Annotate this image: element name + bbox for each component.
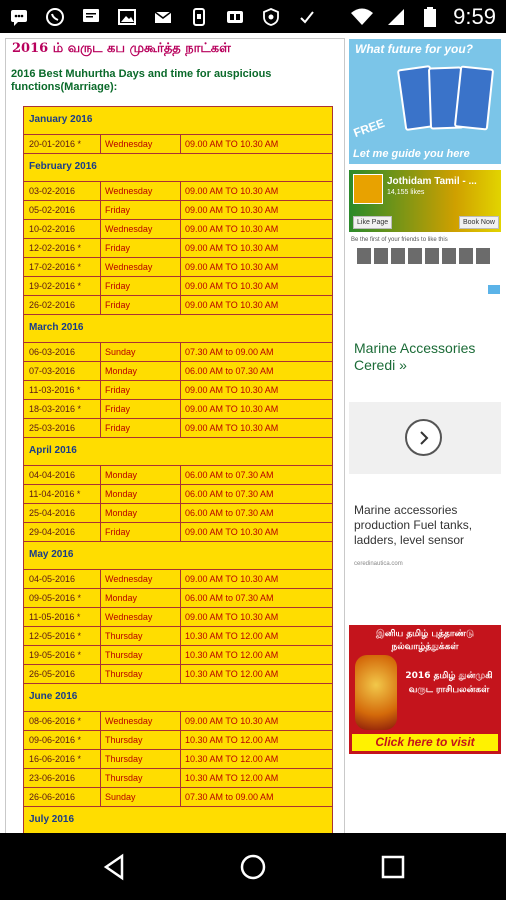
table-row <box>24 343 332 362</box>
marine-ad-url[interactable]: ceredinautica.com <box>354 561 403 567</box>
tarot-ad-cta[interactable]: Let me guide you here <box>353 148 470 160</box>
check-icon <box>296 6 318 28</box>
time-cell: 06.00 AM to 07.30 AM <box>185 508 274 518</box>
date-cell: 19-05-2016 * <box>24 646 101 664</box>
battery-icon <box>419 6 441 28</box>
table-row <box>24 589 332 608</box>
day-cell: Sunday <box>101 788 181 806</box>
table-row <box>24 731 332 750</box>
month-header: May 2016 <box>24 542 332 570</box>
mail-icon <box>152 6 174 28</box>
time-cell: 09.00 AM TO 10.30 AM <box>185 139 279 149</box>
web-page[interactable] <box>0 33 506 833</box>
date-cell: 12-02-2016 * <box>24 239 101 257</box>
facebook-book-label: Book Now <box>463 219 495 226</box>
time-cell: 09.00 AM TO 10.30 AM <box>185 404 279 414</box>
date-cell: 04-04-2016 <box>24 466 101 484</box>
time-cell: 09.00 AM TO 10.30 AM <box>185 205 279 215</box>
table-row <box>24 296 332 315</box>
facebook-like-button[interactable] <box>353 216 392 229</box>
facebook-like-label: Like Page <box>357 219 389 226</box>
facebook-friends-text: Be the first of your friends to like this <box>351 237 448 243</box>
time-cell: 09.00 AM TO 10.30 AM <box>185 281 279 291</box>
table-row <box>24 258 332 277</box>
month-header: June 2016 <box>24 684 332 712</box>
image-icon <box>116 6 138 28</box>
adchoices-icon[interactable] <box>488 285 500 294</box>
month-header: March 2016 <box>24 315 332 343</box>
navigation-bar <box>0 833 506 900</box>
back-icon[interactable] <box>98 851 130 883</box>
marine-ad-description: Marine accessories production Fuel tanks, ladders, level sensor <box>354 503 473 547</box>
day-cell: Friday <box>101 400 181 418</box>
table-row <box>24 504 332 523</box>
rasipalan-ad-greeting: இனிய தமிழ் புத்தாண்டு நல்வாழ்த்துக்கள் <box>375 629 475 652</box>
day-cell: Thursday <box>101 627 181 645</box>
screenshot-icon <box>188 6 210 28</box>
table-row <box>24 277 332 296</box>
notification-icons <box>0 6 318 28</box>
date-cell: 26-02-2016 <box>24 296 101 314</box>
table-row <box>24 788 332 807</box>
facebook-page-name[interactable]: Jothidam Tamil - ... <box>387 176 477 187</box>
date-cell: 19-02-2016 * <box>24 277 101 295</box>
date-cell: 10-02-2016 <box>24 220 101 238</box>
date-cell: 11-03-2016 * <box>24 381 101 399</box>
status-time: 9:59 <box>453 3 496 29</box>
page-subtitle: 2016 Best Muhurtha Days and time for auspicious functions(Marriage): <box>11 68 272 93</box>
marine-ad-title[interactable]: Marine Accessories Ceredi » <box>354 340 476 373</box>
day-cell: Wednesday <box>101 258 181 276</box>
time-cell: 09.00 AM TO 10.30 AM <box>185 262 279 272</box>
time-cell: 10.30 AM TO 12.00 AM <box>185 650 279 660</box>
table-row <box>24 665 332 684</box>
time-cell: 09.00 AM TO 10.30 AM <box>185 574 279 584</box>
time-cell: 07.30 AM to 09.00 AM <box>185 347 274 357</box>
day-cell: Wednesday <box>101 712 181 730</box>
signal-icon <box>385 6 407 28</box>
date-cell: 20-01-2016 * <box>24 135 101 153</box>
day-cell: Friday <box>101 381 181 399</box>
date-cell: 26-05-2016 <box>24 665 101 683</box>
time-cell: 06.00 AM to 07.30 AM <box>185 489 274 499</box>
table-row <box>24 239 332 258</box>
table-row <box>24 485 332 504</box>
ganesha-image <box>355 655 397 730</box>
table-row <box>24 182 332 201</box>
table-row <box>24 400 332 419</box>
day-cell: Wednesday <box>101 135 181 153</box>
day-cell: Wednesday <box>101 220 181 238</box>
message-icon <box>8 6 30 28</box>
avatar[interactable] <box>374 248 388 264</box>
date-cell: 12-05-2016 * <box>24 627 101 645</box>
day-cell: Thursday <box>101 731 181 749</box>
day-cell: Thursday <box>101 646 181 664</box>
day-cell: Wednesday <box>101 182 181 200</box>
date-cell: 25-03-2016 <box>24 419 101 437</box>
table-row <box>24 627 332 646</box>
table-row <box>24 523 332 542</box>
tarot-ad[interactable] <box>349 39 501 164</box>
rasipalan-ad-cta[interactable]: Click here to visit <box>352 734 498 751</box>
time-cell: 09.00 AM TO 10.30 AM <box>185 612 279 622</box>
table-row <box>24 419 332 438</box>
status-bar <box>0 0 506 33</box>
day-cell: Friday <box>101 201 181 219</box>
day-cell: Monday <box>101 466 181 484</box>
date-cell: 05-02-2016 <box>24 201 101 219</box>
date-cell: 09-06-2016 * <box>24 731 101 749</box>
table-row <box>24 220 332 239</box>
time-cell: 09.00 AM TO 10.30 AM <box>185 385 279 395</box>
facebook-friend-avatars <box>357 248 490 264</box>
recents-icon[interactable] <box>377 851 409 883</box>
time-cell: 09.00 AM TO 10.30 AM <box>185 186 279 196</box>
table-row <box>24 466 332 485</box>
day-cell: Thursday <box>101 750 181 768</box>
table-row <box>24 646 332 665</box>
day-cell: Sunday <box>101 343 181 361</box>
shield-icon <box>260 6 282 28</box>
date-cell: 08-06-2016 * <box>24 712 101 730</box>
month-header: July 2016 <box>24 807 332 835</box>
time-cell: 09.00 AM TO 10.30 AM <box>185 224 279 234</box>
day-cell: Friday <box>101 419 181 437</box>
table-row <box>24 750 332 769</box>
table-row <box>24 570 332 589</box>
date-cell: 29-04-2016 <box>24 523 101 541</box>
day-cell: Friday <box>101 523 181 541</box>
day-cell: Wednesday <box>101 570 181 588</box>
whatsapp-icon <box>44 6 66 28</box>
game-icon <box>224 6 246 28</box>
day-cell: Friday <box>101 239 181 257</box>
muhurtham-table <box>23 106 333 855</box>
date-cell: 25-04-2016 <box>24 504 101 522</box>
day-cell: Friday <box>101 296 181 314</box>
tarot-ad-title: What future for you? <box>355 42 473 56</box>
avatar[interactable] <box>357 248 371 264</box>
wifi-icon <box>351 6 373 28</box>
day-cell: Wednesday <box>101 608 181 626</box>
tarot-card-image <box>454 65 494 130</box>
table-row <box>24 381 332 400</box>
table-row <box>24 712 332 731</box>
day-cell: Thursday <box>101 769 181 787</box>
rasipalan-ad-heading: 2016 தமிழ் துன்முகி வருட ராசிபலன்கள் <box>405 671 493 695</box>
avatar[interactable] <box>408 248 422 264</box>
day-cell: Friday <box>101 277 181 295</box>
date-cell: 16-06-2016 * <box>24 750 101 768</box>
rasipalan-ad[interactable] <box>349 625 501 754</box>
day-cell: Monday <box>101 485 181 503</box>
tarot-ad-free-label: FREE <box>351 115 387 141</box>
table-row <box>24 201 332 220</box>
avatar[interactable] <box>459 248 473 264</box>
time-cell: 06.00 AM to 07.30 AM <box>185 366 274 376</box>
facebook-book-button[interactable] <box>459 216 499 229</box>
date-cell: 04-05-2016 <box>24 570 101 588</box>
chevron-right-icon[interactable] <box>405 419 442 456</box>
day-cell: Monday <box>101 589 181 607</box>
time-cell: 07.30 AM to 09.00 AM <box>185 792 274 802</box>
avatar[interactable] <box>391 248 405 264</box>
date-cell: 17-02-2016 * <box>24 258 101 276</box>
date-cell: 03-02-2016 <box>24 182 101 200</box>
facebook-page-widget[interactable] <box>349 170 501 280</box>
date-cell: 11-04-2016 * <box>24 485 101 503</box>
day-cell: Monday <box>101 504 181 522</box>
time-cell: 09.00 AM TO 10.30 AM <box>185 300 279 310</box>
month-header: April 2016 <box>24 438 332 466</box>
facebook-page-avatar[interactable] <box>353 174 383 204</box>
time-cell: 10.30 AM TO 12.00 AM <box>185 735 279 745</box>
time-cell: 10.30 AM TO 12.00 AM <box>185 773 279 783</box>
chat-icon <box>80 6 102 28</box>
date-cell: 26-06-2016 <box>24 788 101 806</box>
day-cell: Thursday <box>101 665 181 683</box>
marine-ad[interactable] <box>349 295 501 615</box>
page-title: 2016 ம் வருட கப முகூர்த்த நாட்கள் <box>12 41 231 56</box>
avatar[interactable] <box>442 248 456 264</box>
time-cell: 10.30 AM TO 12.00 AM <box>185 754 279 764</box>
table-row <box>24 608 332 627</box>
date-cell: 18-03-2016 * <box>24 400 101 418</box>
table-row <box>24 362 332 381</box>
table-row <box>24 769 332 788</box>
time-cell: 10.30 AM TO 12.00 AM <box>185 669 279 679</box>
time-cell: 06.00 AM to 07.30 AM <box>185 593 274 603</box>
day-cell: Monday <box>101 362 181 380</box>
date-cell: 11-05-2016 * <box>24 608 101 626</box>
table-row <box>24 135 332 154</box>
time-cell: 06.00 AM to 07.30 AM <box>185 470 274 480</box>
avatar[interactable] <box>425 248 439 264</box>
date-cell: 07-03-2016 <box>24 362 101 380</box>
time-cell: 09.00 AM TO 10.30 AM <box>185 423 279 433</box>
main-content <box>5 38 345 838</box>
time-cell: 10.30 AM TO 12.00 AM <box>185 631 279 641</box>
month-header: February 2016 <box>24 154 332 182</box>
facebook-like-count: 14,155 likes <box>387 189 425 196</box>
time-cell: 09.00 AM TO 10.30 AM <box>185 716 279 726</box>
time-cell: 09.00 AM TO 10.30 AM <box>185 243 279 253</box>
month-header: January 2016 <box>24 107 332 135</box>
home-icon[interactable] <box>237 851 269 883</box>
date-cell: 06-03-2016 <box>24 343 101 361</box>
time-cell: 09.00 AM TO 10.30 AM <box>185 527 279 537</box>
avatar[interactable] <box>476 248 490 264</box>
date-cell: 23-06-2016 <box>24 769 101 787</box>
date-cell: 09-05-2016 * <box>24 589 101 607</box>
